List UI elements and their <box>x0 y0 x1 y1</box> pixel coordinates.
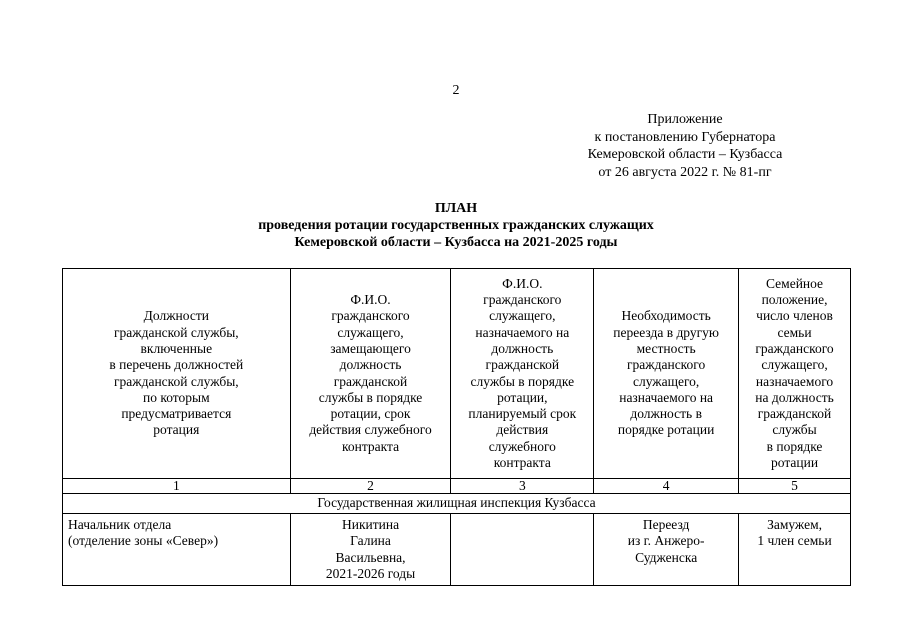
column-number: 4 <box>594 479 739 494</box>
current-employee-cell <box>290 514 451 586</box>
section-title: Государственная жилищная инспекция Кузбасса <box>63 494 851 514</box>
relocation-text: Переезд из г. Анжеро- Судженска <box>627 517 705 565</box>
header-cell <box>63 269 291 479</box>
header-text: Необходимость переезда в другую местность гражданского служащего, назначаемого на должность в порядке ротации <box>613 308 720 438</box>
header-text: Должности гражданской службы, включенные в перечень должностей гражданской службы, по которым предусматривается ротация <box>109 308 244 438</box>
column-number: 1 <box>63 479 291 494</box>
appendix-line: к постановлению Губернатора <box>594 129 776 145</box>
document-title <box>0 200 905 251</box>
table-row <box>63 514 851 586</box>
position-cell <box>63 514 291 586</box>
header-text: Семейное положение, число членов семьи гражданского служащего, назначаемого на должность гражданской службы в порядке ротации <box>755 275 834 470</box>
header-cell <box>594 269 739 479</box>
section-row <box>63 494 851 514</box>
position-text: Начальник отдела (отделение зоны «Север») <box>68 517 219 549</box>
header-text: Ф.И.О. гражданского служащего, замещающего должность гражданской службы в порядке ротации, срок действия служебного контракта <box>309 292 432 454</box>
title-line: ПЛАН <box>434 201 478 216</box>
family-text: Замужем, 1 член семьи <box>757 517 832 549</box>
current-employee-text: Никитина Галина Васильевна, 2021-2026 годы <box>325 517 416 581</box>
appendix-block <box>560 111 810 181</box>
column-number: 5 <box>739 479 851 494</box>
appendix-line: от 26 августа 2022 г. № 81-пг <box>598 164 772 180</box>
appointed-employee-cell <box>451 514 594 586</box>
appendix-line: Приложение <box>647 112 723 127</box>
header-cell <box>739 269 851 479</box>
family-cell <box>739 514 851 586</box>
column-number: 2 <box>290 479 451 494</box>
rotation-plan-table <box>62 268 851 586</box>
column-number-row <box>63 479 851 494</box>
column-number: 3 <box>451 479 594 494</box>
title-line: проведения ротации государственных гражданских служащих <box>258 218 654 233</box>
header-cell <box>290 269 451 479</box>
page-number: 2 <box>452 83 460 98</box>
header-row <box>63 269 851 479</box>
appendix-line: Кемеровской области – Кузбасса <box>587 147 783 162</box>
header-text: Ф.И.О. гражданского служащего, назначаемого на должность гражданской службы в порядке ротации, планируемый срок действия служебного контракта <box>468 275 577 470</box>
header-cell <box>451 269 594 479</box>
relocation-cell <box>594 514 739 586</box>
title-line: Кемеровской области – Кузбасса на 2021-2025 годы <box>294 235 618 250</box>
